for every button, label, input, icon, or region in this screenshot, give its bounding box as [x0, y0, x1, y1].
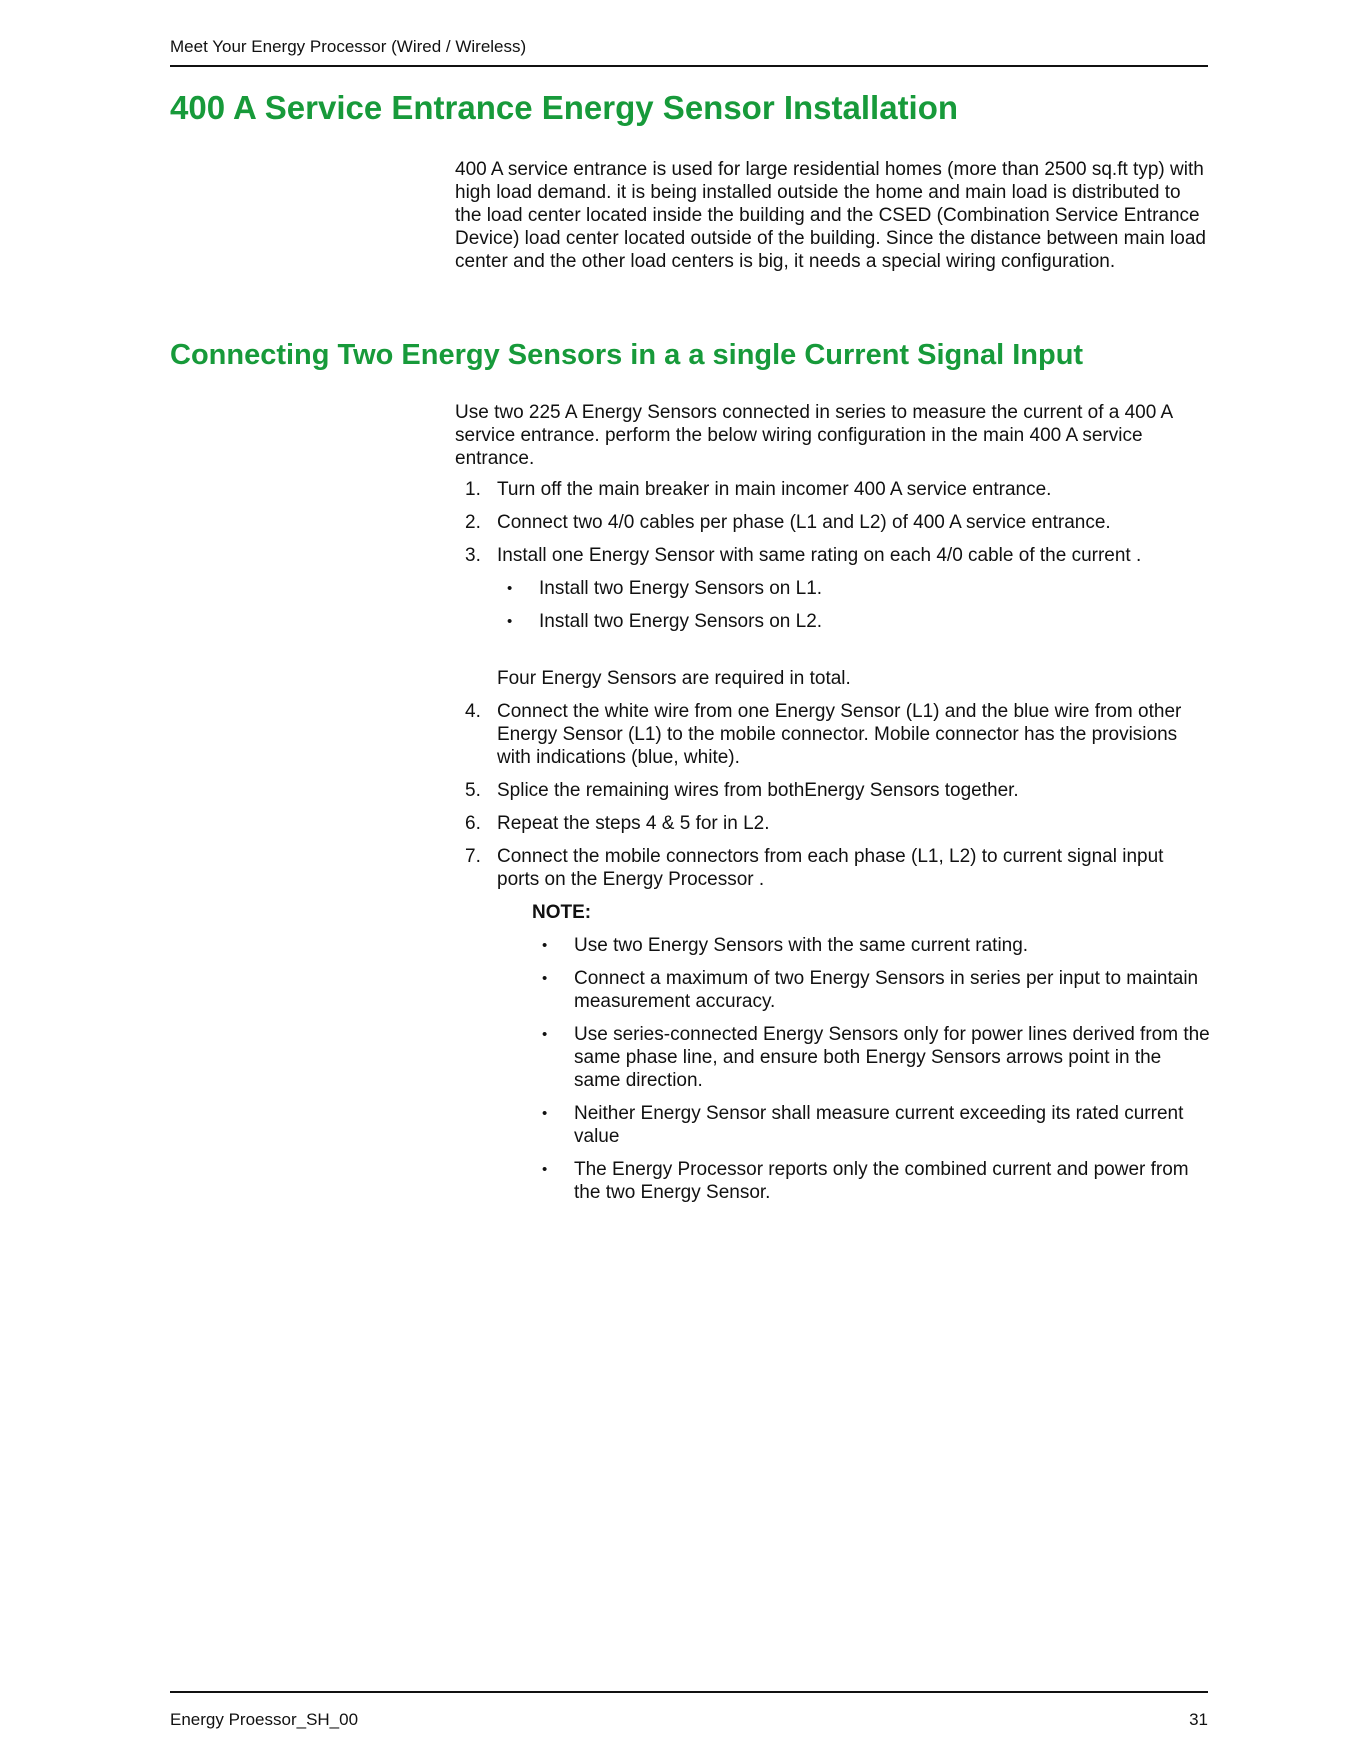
running-header: Meet Your Energy Processor (Wired / Wireless) — [170, 37, 527, 56]
bullet-icon: • — [542, 1105, 548, 1122]
step-6 — [455, 812, 1210, 835]
step-3 — [455, 544, 1210, 690]
note-item — [532, 967, 1210, 1013]
step-2 — [455, 511, 1210, 534]
section-title-connecting-sensors: Connecting Two Energy Sensors in a a single Current Signal Input — [170, 339, 1084, 371]
footer-doc-id: Energy Proessor_SH_00 — [170, 1710, 359, 1729]
section-lead-paragraph: Use two 225 A Energy Sensors connected in series to measure the current of a 400 A service entrance. perform the below wiring configuration in the main 400 A service entrance. — [455, 402, 1173, 469]
step-number: 1. — [465, 479, 481, 500]
header-divider — [170, 65, 1208, 67]
step-number: 2. — [465, 512, 481, 533]
note-item-text: Use two Energy Sensors with the same current rating. — [574, 935, 1029, 956]
step-number: 7. — [465, 846, 481, 867]
note-item — [532, 1102, 1210, 1148]
step-text: Turn off the main breaker in main incomer 400 A service entrance. — [497, 479, 1052, 500]
page-number: 31 — [1189, 1710, 1208, 1729]
bullet-icon: • — [542, 1026, 548, 1043]
step-text: Splice the remaining wires from bothEnergy Sensors together. — [497, 780, 1019, 801]
step-number: 5. — [465, 780, 481, 801]
note-item-text: Connect a maximum of two Energy Sensors in series per input to maintain measurement accuracy. — [574, 968, 1199, 1012]
step-4 — [455, 700, 1210, 769]
note-title: NOTE: — [532, 902, 592, 923]
step-number: 6. — [465, 813, 481, 834]
note-item — [532, 1023, 1210, 1092]
procedure-steps — [455, 478, 1210, 1214]
step-1 — [455, 478, 1210, 501]
bullet-icon: • — [542, 1161, 548, 1178]
note-item — [532, 934, 1210, 957]
note-item-text: Use series-connected Energy Sensors only for power lines derived from the same phase line, and ensure both Energy Sensors arrows point in the same direction. — [574, 1024, 1210, 1091]
list-item-text: Install two Energy Sensors on L1. — [539, 578, 823, 599]
step-number: 3. — [465, 545, 481, 566]
bullet-icon: • — [542, 970, 548, 987]
step-3-note: Four Energy Sensors are required in total. — [497, 668, 851, 689]
list-item — [497, 610, 1210, 633]
step-number: 4. — [465, 701, 481, 722]
step-7 — [455, 845, 1210, 1204]
bullet-icon: • — [507, 613, 513, 630]
bullet-icon: • — [542, 937, 548, 954]
list-item — [497, 577, 1210, 600]
step-5 — [455, 779, 1210, 802]
section-intro-paragraph: 400 A service entrance is used for large residential homes (more than 2500 sq.ft typ) with high load demand. it is being installed outside the home and main load is distributed to the load center located inside the building and the CSED (Combination Service Entrance Device) load center located outside of the building. Since the distance between main load center and the other load centers is big, it needs a special wiring configuration. — [455, 159, 1206, 272]
section-title-service-entrance: 400 A Service Entrance Energy Sensor Installation — [170, 89, 959, 126]
step-3-bullets — [497, 577, 1210, 633]
bullet-icon: • — [507, 580, 513, 597]
step-text: Connect the mobile connectors from each phase (L1, L2) to current signal input ports on the Energy Processor . — [497, 846, 1164, 890]
footer-divider — [170, 1691, 1208, 1693]
step-text: Repeat the steps 4 & 5 for in L2. — [497, 813, 770, 834]
note-block — [497, 901, 1210, 1204]
step-text: Install one Energy Sensor with same rating on each 4/0 cable of the current . — [497, 545, 1142, 566]
step-text: Connect two 4/0 cables per phase (L1 and L2) of 400 A service entrance. — [497, 512, 1111, 533]
note-item-text: Neither Energy Sensor shall measure current exceeding its rated current value — [574, 1103, 1184, 1147]
note-item — [532, 1158, 1210, 1204]
list-item-text: Install two Energy Sensors on L2. — [539, 611, 823, 632]
step-text: Connect the white wire from one Energy Sensor (L1) and the blue wire from other Energy Sensor (L1) to the mobile connector. Mobile connector has the provisions with indications (blue, white). — [497, 701, 1182, 768]
note-item-text: The Energy Processor reports only the combined current and power from the two Energy Sensor. — [574, 1159, 1189, 1203]
